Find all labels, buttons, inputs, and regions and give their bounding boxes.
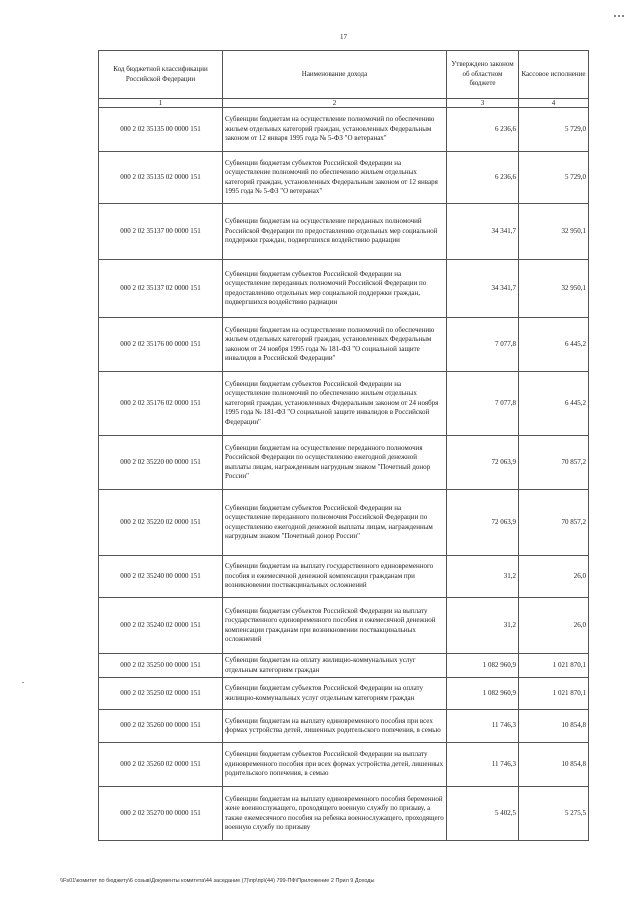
column-number: 4: [519, 99, 589, 108]
row-approved: 72 063,9: [447, 490, 519, 556]
row-name: Субвенции бюджетам на осуществление переданного полномочия Российской Федерации по осуществлению ежегодной денежной выплаты лицам, награжденным нагрудным знаком "Почетный донор России": [223, 436, 447, 490]
row-name: Субвенции бюджетам субъектов Российской Федерации на выплату государственного единовременного пособия и ежемесячной денежной компенсации гражданам при возникновении поствакцинальных осложнений: [223, 598, 447, 654]
row-executed: 10 854,8: [519, 743, 589, 787]
row-approved: 5 402,5: [447, 787, 519, 841]
row-name: Субвенции бюджетам субъектов Российской Федерации на осуществление полномочий по обеспечению жильем отдельных категорий граждан, установленных Федеральным законом от 24 ноября 1995 года № 181-ФЗ "О социальной защите инвалидов в Российской Федерации": [223, 372, 447, 436]
row-approved: 1 082 960,9: [447, 678, 519, 710]
column-number: 3: [447, 99, 519, 108]
row-code: 000 2 02 35260 02 0000 151: [99, 743, 223, 787]
header-code: Код бюджетной классификации Российской Федерации: [99, 51, 223, 99]
table-row: [99, 152, 589, 204]
row-name: Субвенции бюджетам субъектов Российской Федерации на осуществление переданного полномочия Российской Федерации по осуществлению ежегодной денежной выплаты лицам, награжденным нагрудным знаком "Почетный донор России": [223, 490, 447, 556]
table-row: [99, 108, 589, 152]
row-approved: 34 341,7: [447, 204, 519, 260]
footer-file-path: \\Fs01\комитет по бюджету\6 созыв\Документы комитета\44 заседание (7)\пр\пр\(44) 799-ПФ\Приложение 2 Прил 9 Доходы: [60, 878, 375, 884]
row-name: Субвенции бюджетам субъектов Российской Федерации на оплату жилищно-коммунальных услуг отдельным категориям граждан: [223, 678, 447, 710]
table-row: [99, 260, 589, 318]
row-name: Субвенции бюджетам субъектов Российской Федерации на осуществление полномочий по обеспечению жильем отдельных категорий граждан, установленных Федеральным законом от 12 января 1995 года № 5-ФЗ "О ветеранах": [223, 152, 447, 204]
row-approved: 7 077,8: [447, 372, 519, 436]
column-number: 2: [223, 99, 447, 108]
table-header-row: [99, 51, 589, 99]
table-row: [99, 654, 589, 678]
row-name: Субвенции бюджетам на осуществление переданных полномочий Российской Федерации по предоставлению отдельных мер социальной поддержки граждан, подвергшихся воздействию радиации: [223, 204, 447, 260]
table-row: [99, 710, 589, 743]
row-code: 000 2 02 35220 00 0000 151: [99, 436, 223, 490]
scan-margin-mark: [22, 682, 24, 683]
row-executed: 70 857,2: [519, 490, 589, 556]
row-name: Субвенции бюджетам на выплату государственного единовременного пособия и ежемесячной денежной компенсации гражданам при возникновении поствакцинальных осложнений: [223, 556, 447, 598]
table-row: [99, 787, 589, 841]
row-code: 000 2 02 35137 02 0000 151: [99, 260, 223, 318]
row-code: 000 2 02 35137 00 0000 151: [99, 204, 223, 260]
row-code: 000 2 02 35270 00 0000 151: [99, 787, 223, 841]
row-name: Субвенции бюджетам на осуществление полномочий по обеспечению жильем отдельных категорий граждан, установленных Федеральным законом от 12 января 1995 года № 5-ФЗ "О ветеранах": [223, 108, 447, 152]
row-code: 000 2 02 35260 00 0000 151: [99, 710, 223, 743]
table-row: [99, 490, 589, 556]
row-executed: 5 275,5: [519, 787, 589, 841]
row-executed: 1 021 870,1: [519, 678, 589, 710]
row-approved: 6 236,6: [447, 108, 519, 152]
row-approved: 34 341,7: [447, 260, 519, 318]
row-approved: 31,2: [447, 556, 519, 598]
row-code: 000 2 02 35176 00 0000 151: [99, 318, 223, 372]
row-code: 000 2 02 35250 02 0000 151: [99, 678, 223, 710]
column-number-row: [99, 99, 589, 108]
row-executed: 5 729,0: [519, 108, 589, 152]
row-approved: 31,2: [447, 598, 519, 654]
row-approved: 7 077,8: [447, 318, 519, 372]
table-row: [99, 743, 589, 787]
row-code: 000 2 02 35250 00 0000 151: [99, 654, 223, 678]
row-code: 000 2 02 35240 00 0000 151: [99, 556, 223, 598]
row-executed: 26,0: [519, 598, 589, 654]
row-approved: 1 082 960,9: [447, 654, 519, 678]
row-executed: 5 729,0: [519, 152, 589, 204]
header-executed: Кассовое исполнение: [519, 51, 589, 99]
row-name: Субвенции бюджетам субъектов Российской Федерации на выплату единовременного пособия при всех формах устройства детей, лишенных родительского попечения, в семью: [223, 743, 447, 787]
row-name: Субвенции бюджетам субъектов Российской Федерации на осуществление переданных полномочий Российской Федерации по предоставлению отдельных мер социальной поддержки граждан, подвергшихся воздействию радиации: [223, 260, 447, 318]
row-code: 000 2 02 35176 02 0000 151: [99, 372, 223, 436]
budget-income-table: [98, 50, 589, 841]
page-number: 17: [340, 33, 347, 41]
table-row: [99, 556, 589, 598]
row-executed: 32 950,1: [519, 260, 589, 318]
header-approved: Утверждено законом об областном бюджете: [447, 51, 519, 99]
row-code: 000 2 02 35135 00 0000 151: [99, 108, 223, 152]
row-code: 000 2 02 35220 02 0000 151: [99, 490, 223, 556]
row-name: Субвенции бюджетам на выплату единовременного пособия при всех формах устройства детей, лишенных родительского попечения, в семью: [223, 710, 447, 743]
row-executed: 10 854,8: [519, 710, 589, 743]
table-row: [99, 436, 589, 490]
row-name: Субвенции бюджетам на выплату единовременного пособия беременной жене военнослужащего, проходящего военную службу по призыву, а также ежемесячного пособия на ребенка военнослужащего, проходящего военную службу по призыву: [223, 787, 447, 841]
row-executed: 32 950,1: [519, 204, 589, 260]
table-row: [99, 598, 589, 654]
row-code: 000 2 02 35135 02 0000 151: [99, 152, 223, 204]
row-approved: 11 746,3: [447, 710, 519, 743]
row-approved: 11 746,3: [447, 743, 519, 787]
row-executed: 6 445,2: [519, 372, 589, 436]
row-name: Субвенции бюджетам на оплату жилищно-коммунальных услуг отдельным категориям граждан: [223, 654, 447, 678]
scan-corner-mark: [614, 4, 632, 10]
column-number: 1: [99, 99, 223, 108]
table-row: [99, 204, 589, 260]
row-approved: 72 063,9: [447, 436, 519, 490]
header-name: Наименование дохода: [223, 51, 447, 99]
row-executed: 1 021 870,1: [519, 654, 589, 678]
table-row: [99, 678, 589, 710]
row-executed: 70 857,2: [519, 436, 589, 490]
table-row: [99, 318, 589, 372]
row-code: 000 2 02 35240 02 0000 151: [99, 598, 223, 654]
table-row: [99, 372, 589, 436]
row-executed: 26,0: [519, 556, 589, 598]
row-name: Субвенции бюджетам на осуществление полномочий по обеспечению жильем отдельных категорий граждан, установленных Федеральным законом от 24 ноября 1995 года № 181-ФЗ "О социальной защите инвалидов в Российской Федерации": [223, 318, 447, 372]
row-executed: 6 445,2: [519, 318, 589, 372]
row-approved: 6 236,6: [447, 152, 519, 204]
